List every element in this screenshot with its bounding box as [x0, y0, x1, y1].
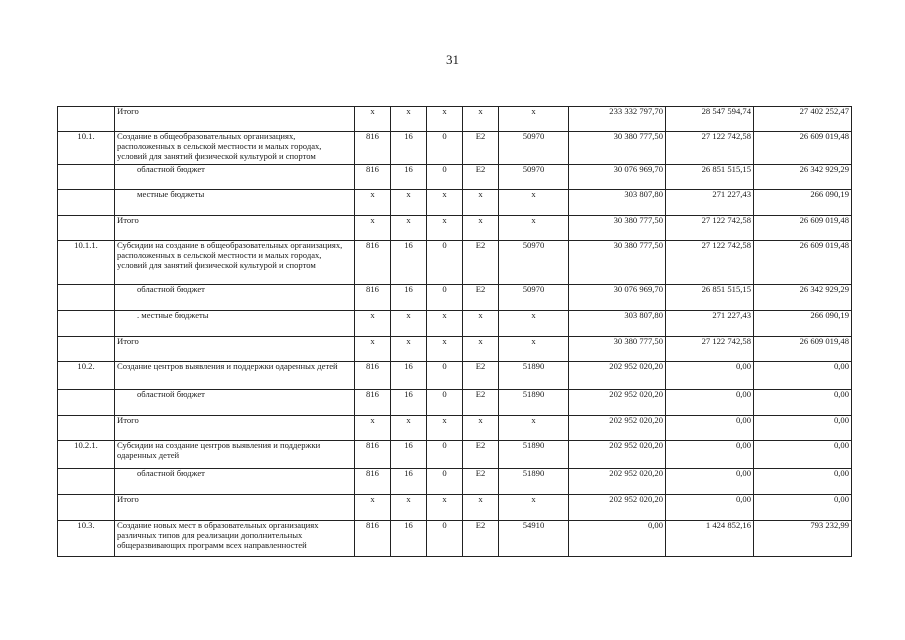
direction-code-cell: x	[499, 311, 569, 337]
section-code-cell: x	[391, 311, 427, 337]
program-code-cell: x	[427, 495, 463, 521]
ministry-code-cell: 816	[355, 165, 391, 190]
direction-code-cell: x	[499, 107, 569, 132]
row-code-cell: 10.1.1.	[58, 241, 115, 285]
amount-year1-cell: 0,00	[569, 521, 666, 557]
row-code-cell	[58, 416, 115, 441]
ministry-code-cell: 816	[355, 285, 391, 311]
row-name-cell: Субсидии на создание центров выявления и поддержки одаренных детей	[115, 441, 355, 469]
row-name-cell: Субсидии на создание в общеобразовательных организациях, расположенных в сельской местности и малых городах, условий для занятий физической культурой и спортом	[115, 241, 355, 285]
amount-year1-cell: 303 807,80	[569, 311, 666, 337]
project-code-cell: E2	[463, 285, 499, 311]
amount-year3-cell: 0,00	[754, 441, 852, 469]
row-name-cell: Создание в общеобразовательных организациях, расположенных в сельской местности и малых городах, условий для занятий физической культурой и спортом	[115, 132, 355, 165]
section-code-cell: x	[391, 190, 427, 216]
table-row	[58, 495, 852, 521]
project-code-cell: E2	[463, 390, 499, 416]
amount-year2-cell: 0,00	[666, 495, 754, 521]
amount-year2-cell: 271 227,43	[666, 190, 754, 216]
ministry-code-cell: x	[355, 416, 391, 441]
amount-year3-cell: 266 090,19	[754, 190, 852, 216]
direction-code-cell: 51890	[499, 390, 569, 416]
row-name-cell: областной бюджет	[115, 469, 355, 495]
amount-year3-cell: 26 609 019,48	[754, 216, 852, 241]
program-code-cell: x	[427, 311, 463, 337]
section-code-cell: x	[391, 216, 427, 241]
direction-code-cell: x	[499, 416, 569, 441]
row-name-cell: Итого	[115, 216, 355, 241]
project-code-cell: x	[463, 107, 499, 132]
ministry-code-cell: x	[355, 495, 391, 521]
amount-year1-cell: 30 076 969,70	[569, 285, 666, 311]
amount-year1-cell: 202 952 020,20	[569, 495, 666, 521]
direction-code-cell: 54910	[499, 521, 569, 557]
direction-code-cell: x	[499, 495, 569, 521]
section-code-cell: 16	[391, 469, 427, 495]
amount-year1-cell: 30 380 777,50	[569, 216, 666, 241]
section-code-cell: 16	[391, 521, 427, 557]
row-name-cell: местные бюджеты	[115, 190, 355, 216]
table-row	[58, 441, 852, 469]
table-row	[58, 337, 852, 362]
table-row	[58, 469, 852, 495]
row-code-cell	[58, 337, 115, 362]
table-row	[58, 132, 852, 165]
section-code-cell: 16	[391, 285, 427, 311]
amount-year3-cell: 0,00	[754, 495, 852, 521]
amount-year3-cell: 793 232,99	[754, 521, 852, 557]
row-code-cell	[58, 469, 115, 495]
table-row	[58, 107, 852, 132]
direction-code-cell: 50970	[499, 241, 569, 285]
amount-year3-cell: 0,00	[754, 390, 852, 416]
table-row	[58, 241, 852, 285]
amount-year1-cell: 202 952 020,20	[569, 416, 666, 441]
row-code-cell: 10.2.1.	[58, 441, 115, 469]
row-name-cell: Итого	[115, 337, 355, 362]
ministry-code-cell: 816	[355, 441, 391, 469]
page-number: 31	[446, 52, 459, 67]
table-row	[58, 285, 852, 311]
amount-year3-cell: 26 342 929,29	[754, 285, 852, 311]
direction-code-cell: x	[499, 216, 569, 241]
section-code-cell: 16	[391, 362, 427, 390]
direction-code-cell: x	[499, 337, 569, 362]
program-code-cell: 0	[427, 441, 463, 469]
row-code-cell	[58, 107, 115, 132]
section-code-cell: x	[391, 337, 427, 362]
amount-year2-cell: 0,00	[666, 416, 754, 441]
direction-code-cell: 50970	[499, 285, 569, 311]
program-code-cell: 0	[427, 390, 463, 416]
table-row	[58, 165, 852, 190]
project-code-cell: E2	[463, 132, 499, 165]
program-code-cell: 0	[427, 469, 463, 495]
row-code-cell	[58, 216, 115, 241]
amount-year3-cell: 0,00	[754, 469, 852, 495]
table-row	[58, 311, 852, 337]
row-name-cell: Итого	[115, 416, 355, 441]
amount-year2-cell: 28 547 594,74	[666, 107, 754, 132]
table-row	[58, 216, 852, 241]
program-code-cell: 0	[427, 285, 463, 311]
direction-code-cell: x	[499, 190, 569, 216]
program-code-cell: x	[427, 337, 463, 362]
amount-year1-cell: 303 807,80	[569, 190, 666, 216]
table-row	[58, 362, 852, 390]
amount-year1-cell: 30 380 777,50	[569, 132, 666, 165]
project-code-cell: x	[463, 216, 499, 241]
amount-year1-cell: 202 952 020,20	[569, 390, 666, 416]
row-name-cell: Создание новых мест в образовательных организациях различных типов для реализации дополнительных общеразвивающих программ всех направленностей	[115, 521, 355, 557]
amount-year2-cell: 1 424 852,16	[666, 521, 754, 557]
program-code-cell: x	[427, 107, 463, 132]
amount-year1-cell: 30 076 969,70	[569, 165, 666, 190]
amount-year2-cell: 0,00	[666, 441, 754, 469]
ministry-code-cell: x	[355, 311, 391, 337]
program-code-cell: 0	[427, 165, 463, 190]
amount-year2-cell: 27 122 742,58	[666, 216, 754, 241]
program-code-cell: 0	[427, 362, 463, 390]
direction-code-cell: 51890	[499, 469, 569, 495]
row-name-cell: областной бюджет	[115, 165, 355, 190]
project-code-cell: x	[463, 495, 499, 521]
section-code-cell: x	[391, 416, 427, 441]
ministry-code-cell: 816	[355, 521, 391, 557]
program-code-cell: x	[427, 190, 463, 216]
direction-code-cell: 50970	[499, 132, 569, 165]
row-name-cell: Итого	[115, 107, 355, 132]
amount-year2-cell: 0,00	[666, 390, 754, 416]
amount-year2-cell: 27 122 742,58	[666, 132, 754, 165]
row-code-cell	[58, 311, 115, 337]
table-row	[58, 521, 852, 557]
project-code-cell: E2	[463, 521, 499, 557]
amount-year3-cell: 0,00	[754, 362, 852, 390]
project-code-cell: x	[463, 190, 499, 216]
budget-table-body	[58, 107, 852, 557]
budget-table	[57, 106, 852, 557]
ministry-code-cell: x	[355, 216, 391, 241]
ministry-code-cell: x	[355, 107, 391, 132]
row-code-cell	[58, 165, 115, 190]
row-code-cell	[58, 190, 115, 216]
amount-year2-cell: 0,00	[666, 362, 754, 390]
program-code-cell: x	[427, 216, 463, 241]
row-code-cell: 10.1.	[58, 132, 115, 165]
amount-year1-cell: 30 380 777,50	[569, 241, 666, 285]
project-code-cell: x	[463, 416, 499, 441]
amount-year2-cell: 27 122 742,58	[666, 337, 754, 362]
ministry-code-cell: 816	[355, 241, 391, 285]
section-code-cell: x	[391, 107, 427, 132]
section-code-cell: 16	[391, 165, 427, 190]
program-code-cell: 0	[427, 132, 463, 165]
project-code-cell: E2	[463, 241, 499, 285]
project-code-cell: x	[463, 337, 499, 362]
row-code-cell: 10.2.	[58, 362, 115, 390]
ministry-code-cell: 816	[355, 390, 391, 416]
amount-year3-cell: 26 342 929,29	[754, 165, 852, 190]
row-code-cell	[58, 495, 115, 521]
row-code-cell	[58, 285, 115, 311]
section-code-cell: 16	[391, 441, 427, 469]
amount-year2-cell: 26 851 515,15	[666, 165, 754, 190]
project-code-cell: E2	[463, 362, 499, 390]
amount-year3-cell: 26 609 019,48	[754, 337, 852, 362]
row-name-cell: Итого	[115, 495, 355, 521]
row-code-cell: 10.3.	[58, 521, 115, 557]
row-name-cell: областной бюджет	[115, 390, 355, 416]
project-code-cell: E2	[463, 441, 499, 469]
amount-year1-cell: 233 332 797,70	[569, 107, 666, 132]
amount-year3-cell: 266 090,19	[754, 311, 852, 337]
ministry-code-cell: x	[355, 190, 391, 216]
amount-year2-cell: 0,00	[666, 469, 754, 495]
section-code-cell: 16	[391, 132, 427, 165]
row-name-cell: . местные бюджеты	[115, 311, 355, 337]
project-code-cell: E2	[463, 165, 499, 190]
direction-code-cell: 51890	[499, 441, 569, 469]
row-code-cell	[58, 390, 115, 416]
project-code-cell: E2	[463, 469, 499, 495]
amount-year3-cell: 26 609 019,48	[754, 241, 852, 285]
direction-code-cell: 51890	[499, 362, 569, 390]
amount-year1-cell: 202 952 020,20	[569, 362, 666, 390]
table-row	[58, 190, 852, 216]
amount-year2-cell: 271 227,43	[666, 311, 754, 337]
ministry-code-cell: 816	[355, 132, 391, 165]
program-code-cell: x	[427, 416, 463, 441]
table-row	[58, 416, 852, 441]
program-code-cell: 0	[427, 521, 463, 557]
ministry-code-cell: 816	[355, 469, 391, 495]
project-code-cell: x	[463, 311, 499, 337]
row-name-cell: областной бюджет	[115, 285, 355, 311]
section-code-cell: 16	[391, 390, 427, 416]
amount-year3-cell: 27 402 252,47	[754, 107, 852, 132]
table-row	[58, 390, 852, 416]
amount-year2-cell: 27 122 742,58	[666, 241, 754, 285]
amount-year3-cell: 0,00	[754, 416, 852, 441]
section-code-cell: x	[391, 495, 427, 521]
amount-year3-cell: 26 609 019,48	[754, 132, 852, 165]
section-code-cell: 16	[391, 241, 427, 285]
row-name-cell: Создание центров выявления и поддержки одаренных детей	[115, 362, 355, 390]
program-code-cell: 0	[427, 241, 463, 285]
ministry-code-cell: x	[355, 337, 391, 362]
amount-year1-cell: 202 952 020,20	[569, 469, 666, 495]
ministry-code-cell: 816	[355, 362, 391, 390]
amount-year1-cell: 30 380 777,50	[569, 337, 666, 362]
direction-code-cell: 50970	[499, 165, 569, 190]
amount-year1-cell: 202 952 020,20	[569, 441, 666, 469]
amount-year2-cell: 26 851 515,15	[666, 285, 754, 311]
